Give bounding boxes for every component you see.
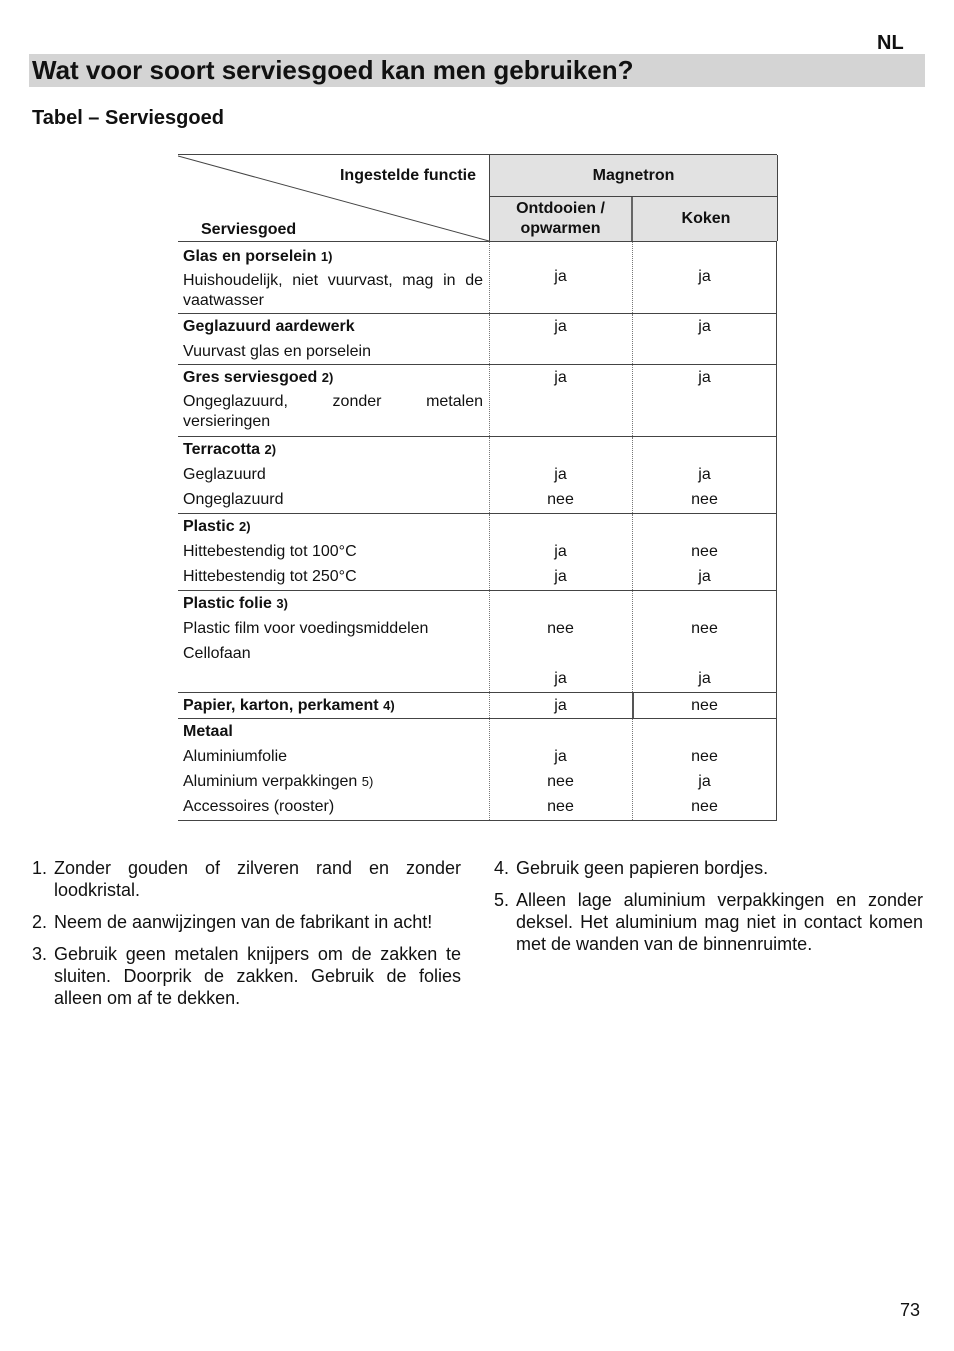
table-group [178, 242, 777, 314]
value-defrost: nee [547, 773, 574, 790]
group-title: Glas en porselein 1) [183, 248, 333, 265]
value-defrost: ja [554, 318, 567, 335]
group-title: Plastic 2) [183, 518, 251, 535]
table-row [178, 539, 777, 564]
footnote: 2. Neem de aanwijzingen van de fabrikant in acht! [32, 912, 433, 932]
header-microwave-block [489, 155, 778, 241]
table-row [178, 487, 777, 512]
table-row [178, 744, 777, 769]
table-row [178, 390, 777, 432]
header-col-cook: Koken [681, 210, 731, 227]
table-row [178, 339, 777, 364]
group-title: Papier, karton, perkament 4) [183, 697, 395, 714]
value-cook: ja [698, 318, 711, 335]
value-defrost: nee [547, 491, 574, 508]
row-label: Hittebestendig tot 250°C [183, 568, 357, 585]
table-row [178, 462, 777, 487]
group-title-row [178, 719, 777, 744]
row-label: Aluminiumfolie [183, 748, 288, 765]
footnote: 5. Alleen lage aluminium verpakkingen en zonder deksel. Het aluminium mag niet in contact komen met de wanden van de binnenruimte. [494, 890, 923, 954]
title-bar [29, 54, 925, 87]
footnotes-left [32, 857, 461, 1019]
value-cook: nee [691, 748, 718, 765]
table-row [178, 365, 777, 390]
group-title: Terracotta 2) [183, 441, 277, 458]
row-label: Accessoires (rooster) [183, 798, 335, 815]
table-header [178, 154, 777, 242]
group-title: Plastic folie 3) [183, 595, 288, 612]
value-cook: ja [698, 568, 711, 585]
value-defrost: ja [554, 697, 567, 714]
row-label: Geglazuurd [183, 466, 266, 483]
value-defrost: ja [554, 466, 567, 483]
footnotes-right [494, 857, 923, 965]
group-title: Gres serviesgoed 2) [183, 369, 334, 386]
table-group [178, 719, 777, 821]
diagonal-header-cell [178, 155, 489, 241]
footnote: 1. Zonder gouden of zilveren rand en zonder loodkristal. [32, 858, 461, 900]
value-defrost: nee [547, 798, 574, 815]
dishware-table [178, 154, 777, 821]
row-label: Ongeglazuurd [183, 491, 284, 508]
page-title: Wat voor soort serviesgoed kan men gebruiken? [32, 55, 634, 85]
row-label: Cellofaan [183, 645, 251, 662]
value-cook: nee [691, 697, 718, 714]
group-title-row [178, 591, 777, 616]
row-label: Huishoudelijk, niet vuurvast, mag in de vaatwasser [183, 272, 483, 309]
footnote: 3. Gebruik geen metalen knijpers om de zakken te sluiten. Doorprik de zakken. Gebruik de folies alleen om af te dekken. [32, 944, 461, 1008]
value-defrost: ja [554, 369, 567, 386]
value-cook: nee [691, 798, 718, 815]
table-row [178, 794, 777, 819]
value-defrost: ja [554, 670, 567, 687]
value-cook: nee [691, 543, 718, 560]
table-row [178, 314, 777, 339]
footnote: 4. Gebruik geen papieren bordjes. [494, 858, 769, 878]
value-cook: ja [698, 369, 711, 386]
header-group-label: Magnetron [490, 155, 777, 197]
table-title: Tabel – Serviesgoed [32, 107, 224, 129]
value-cook: ja [698, 670, 711, 687]
group-title-row [178, 437, 777, 462]
table-row [178, 641, 777, 666]
table-group [178, 365, 777, 437]
language-code: NL [877, 32, 904, 54]
value-cook: ja [698, 466, 711, 483]
table-group [178, 591, 777, 693]
row-label: Aluminium verpakkingen 5) [183, 773, 374, 790]
header-item-label: Serviesgoed [201, 221, 297, 238]
group-title: Geglazuurd aardewerk [183, 318, 355, 335]
row-label: Hittebestendig tot 100°C [183, 543, 357, 560]
value-cook: nee [691, 620, 718, 637]
table-row [178, 616, 777, 641]
header-function-label: Ingestelde functie [339, 167, 477, 184]
row-label: Ongeglazuurd, zonder metalen versieringen [183, 393, 483, 430]
table-group [178, 314, 777, 365]
table-row [178, 769, 777, 794]
table-row [178, 666, 777, 691]
value-defrost: ja [554, 543, 567, 560]
table-row [178, 693, 777, 718]
group-title-row [178, 242, 777, 269]
value-cook: nee [691, 491, 718, 508]
group-title: Metaal [183, 723, 233, 740]
value-defrost: ja [554, 568, 567, 585]
table-group [178, 514, 777, 591]
value-defrost: ja [554, 268, 567, 285]
group-title-row [178, 514, 777, 539]
value-cook: ja [698, 268, 711, 285]
value-defrost: nee [547, 620, 574, 637]
value-defrost: ja [554, 748, 567, 765]
value-cook: ja [698, 773, 711, 790]
table-row [178, 564, 777, 589]
page-number: 73 [900, 1300, 921, 1320]
row-label: Vuurvast glas en porselein [183, 343, 371, 360]
table-group [178, 437, 777, 514]
row-label: Plastic film voor voedingsmiddelen [183, 620, 429, 637]
header-col-defrost: Ontdooien / opwarmen [490, 197, 633, 241]
table-group [178, 693, 777, 719]
